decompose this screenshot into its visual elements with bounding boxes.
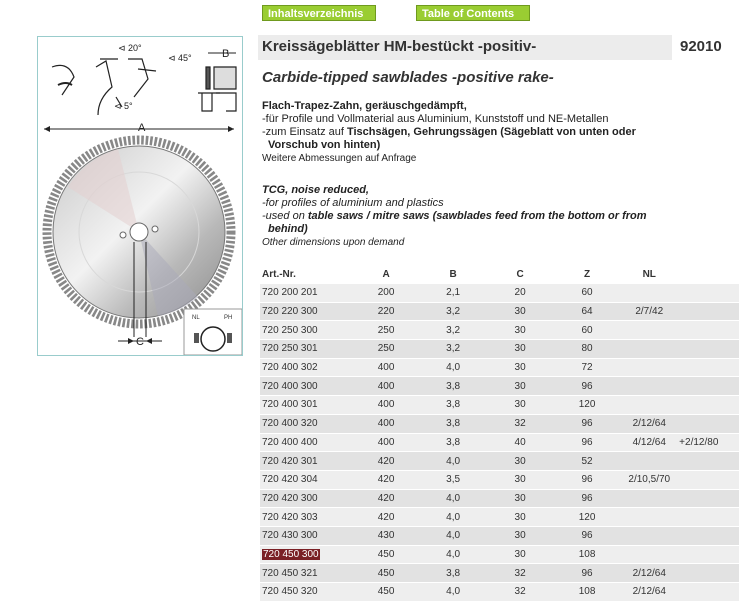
dim-b-label: B bbox=[222, 48, 230, 60]
table-row bbox=[260, 508, 739, 527]
desc-de-line4: Vorschub von hinten) bbox=[268, 139, 381, 151]
nl-label: NL bbox=[192, 315, 200, 321]
desc-de-line1: Flach-Trapez-Zahn, geräuschgedämpft, bbox=[262, 100, 467, 112]
desc-en-line1: TCG, noise reduced, bbox=[262, 184, 369, 196]
table-cell bbox=[679, 564, 739, 583]
table-row bbox=[260, 358, 739, 377]
table-cell: 4,0 bbox=[421, 508, 486, 527]
title-english: Carbide-tipped sawblades -positive rake- bbox=[262, 69, 554, 86]
table-cell: 3,5 bbox=[421, 470, 486, 489]
table-cell: 96 bbox=[555, 489, 620, 508]
table-cell: +2/12/80 bbox=[679, 433, 739, 452]
table-cell bbox=[679, 321, 739, 340]
table-cell: 720 250 300 bbox=[260, 321, 351, 340]
table-cell: 4,0 bbox=[421, 583, 486, 601]
table-cell: 2,1 bbox=[421, 284, 486, 303]
table-cell: 52 bbox=[555, 452, 620, 471]
angle-5-label: ⊲ 5° bbox=[114, 101, 133, 111]
table-cell: 120 bbox=[555, 508, 620, 527]
table-row bbox=[260, 583, 739, 601]
table-cell: 30 bbox=[485, 470, 554, 489]
table-cell: 30 bbox=[485, 508, 554, 527]
table-cell: 96 bbox=[555, 433, 620, 452]
table-row bbox=[260, 470, 739, 489]
table-cell: 4,0 bbox=[421, 526, 486, 545]
sawblade-disc bbox=[47, 140, 231, 337]
table-cell: 30 bbox=[485, 489, 554, 508]
inhaltsverzeichnis-link[interactable]: Inhaltsverzeichnis bbox=[262, 5, 376, 21]
table-of-contents-link[interactable]: Table of Contents bbox=[416, 5, 530, 21]
highlighted-article-number: 720 450 300 bbox=[263, 548, 319, 560]
table-cell: 30 bbox=[485, 302, 554, 321]
table-row bbox=[260, 433, 739, 452]
table-row bbox=[260, 564, 739, 583]
table-cell: 3,8 bbox=[421, 377, 486, 396]
product-group-code: 92010 bbox=[680, 38, 722, 55]
table-cell: 30 bbox=[485, 321, 554, 340]
col-c: C bbox=[485, 266, 554, 284]
table-cell: 60 bbox=[555, 321, 620, 340]
table-row bbox=[260, 452, 739, 471]
table-row bbox=[260, 396, 739, 415]
ph-label: PH bbox=[224, 315, 233, 321]
table-cell: 720 400 300 bbox=[260, 377, 351, 396]
table-cell bbox=[679, 470, 739, 489]
table-cell: 2/10,5/70 bbox=[619, 470, 679, 489]
table-cell bbox=[619, 321, 679, 340]
tooth-angle-diagram bbox=[52, 59, 236, 115]
table-cell: 720 400 302 bbox=[260, 358, 351, 377]
table-cell: 4/12/64 bbox=[619, 433, 679, 452]
table-cell: 32 bbox=[485, 564, 554, 583]
table-cell: 430 bbox=[351, 526, 421, 545]
table-cell: 4,0 bbox=[421, 452, 486, 471]
table-cell bbox=[679, 284, 739, 303]
bore-dimension bbox=[118, 336, 162, 348]
table-cell: 96 bbox=[555, 470, 620, 489]
table-cell: 420 bbox=[351, 489, 421, 508]
table-cell bbox=[679, 526, 739, 545]
table-cell: 30 bbox=[485, 340, 554, 359]
table-cell: 720 400 301 bbox=[260, 396, 351, 415]
col-extra bbox=[679, 266, 739, 284]
table-cell: 64 bbox=[555, 302, 620, 321]
table-cell: 2/7/42 bbox=[619, 302, 679, 321]
table-cell: 720 420 304 bbox=[260, 470, 351, 489]
table-row bbox=[260, 340, 739, 359]
table-cell bbox=[679, 340, 739, 359]
table-cell: 450 bbox=[351, 564, 421, 583]
col-art-nr: Art.-Nr. bbox=[260, 266, 351, 284]
table-cell bbox=[619, 508, 679, 527]
pinhole-inset bbox=[184, 309, 242, 355]
table-cell: 720 450 321 bbox=[260, 564, 351, 583]
table-cell bbox=[679, 396, 739, 415]
dim-c-label: C bbox=[136, 336, 144, 348]
table-cell: 96 bbox=[555, 414, 620, 433]
table-cell: 2/12/64 bbox=[619, 583, 679, 601]
col-z: Z bbox=[555, 266, 620, 284]
desc-de-line3: -zum Einsatz auf Tischsägen, Gehrungssägen (Sägeblatt von unten oder bbox=[262, 126, 636, 138]
title-german: Kreissägeblätter HM-bestückt -positiv- bbox=[262, 38, 537, 55]
table-cell bbox=[679, 545, 739, 564]
table-row bbox=[260, 526, 739, 545]
table-cell: 250 bbox=[351, 340, 421, 359]
col-b: B bbox=[421, 266, 486, 284]
table-cell: 30 bbox=[485, 358, 554, 377]
table-cell: 2/12/64 bbox=[619, 414, 679, 433]
table-cell: 720 220 300 bbox=[260, 302, 351, 321]
table-cell: 3,8 bbox=[421, 396, 486, 415]
table-cell: 200 bbox=[351, 284, 421, 303]
table-cell: 108 bbox=[555, 545, 620, 564]
table-cell: 720 200 201 bbox=[260, 284, 351, 303]
table-cell: 3,2 bbox=[421, 302, 486, 321]
table-cell: 3,8 bbox=[421, 433, 486, 452]
table-cell bbox=[260, 545, 351, 564]
table-cell bbox=[619, 489, 679, 508]
table-row bbox=[260, 321, 739, 340]
table-cell: 720 400 400 bbox=[260, 433, 351, 452]
table-cell: 3,2 bbox=[421, 321, 486, 340]
table-cell bbox=[619, 452, 679, 471]
table-cell bbox=[619, 545, 679, 564]
desc-de-line2: -für Profile und Vollmaterial aus Aluminium, Kunststoff und NE-Metallen bbox=[262, 113, 609, 125]
table-cell bbox=[679, 302, 739, 321]
table-cell bbox=[619, 396, 679, 415]
description-english bbox=[262, 184, 722, 249]
sawblade-illustration bbox=[38, 37, 243, 356]
table-cell bbox=[619, 284, 679, 303]
table-cell: 400 bbox=[351, 358, 421, 377]
table-cell: 4,0 bbox=[421, 358, 486, 377]
table-cell bbox=[619, 377, 679, 396]
table-cell: 3,8 bbox=[421, 414, 486, 433]
table-cell: 400 bbox=[351, 396, 421, 415]
table-header-row bbox=[260, 266, 739, 284]
table-cell: 420 bbox=[351, 470, 421, 489]
table-cell bbox=[619, 358, 679, 377]
table-cell bbox=[619, 526, 679, 545]
table-cell: 450 bbox=[351, 583, 421, 601]
table-cell: 96 bbox=[555, 564, 620, 583]
table-cell: 96 bbox=[555, 526, 620, 545]
table-cell: 72 bbox=[555, 358, 620, 377]
angle-45-label: ⊲ 45° bbox=[168, 53, 192, 63]
table-cell: 120 bbox=[555, 396, 620, 415]
sawblade-illustration-panel bbox=[37, 36, 243, 356]
table-cell: 4,0 bbox=[421, 489, 486, 508]
table-cell: 32 bbox=[485, 414, 554, 433]
table-cell bbox=[679, 452, 739, 471]
table-cell: 720 400 320 bbox=[260, 414, 351, 433]
table-cell: 96 bbox=[555, 377, 620, 396]
table-cell: 400 bbox=[351, 433, 421, 452]
table-cell: 2/12/64 bbox=[619, 564, 679, 583]
table-cell: 30 bbox=[485, 377, 554, 396]
table-cell: 40 bbox=[485, 433, 554, 452]
table-row bbox=[260, 377, 739, 396]
table-cell bbox=[679, 414, 739, 433]
desc-de-line5: Weitere Abmessungen auf Anfrage bbox=[262, 153, 417, 164]
table-cell: 60 bbox=[555, 284, 620, 303]
table-cell bbox=[619, 340, 679, 359]
table-row bbox=[260, 284, 739, 303]
table-cell: 30 bbox=[485, 396, 554, 415]
table-cell: 20 bbox=[485, 284, 554, 303]
table-cell: 3,8 bbox=[421, 564, 486, 583]
table-cell: 450 bbox=[351, 545, 421, 564]
dim-a-label: A bbox=[138, 122, 146, 134]
table-cell: 400 bbox=[351, 414, 421, 433]
angle-20-label: ⊲ 20° bbox=[118, 43, 142, 53]
table-cell bbox=[679, 583, 739, 601]
table-cell: 32 bbox=[485, 583, 554, 601]
desc-en-line4: behind) bbox=[268, 223, 308, 235]
table-cell: 108 bbox=[555, 583, 620, 601]
col-a: A bbox=[351, 266, 421, 284]
table-cell: 4,0 bbox=[421, 545, 486, 564]
article-table bbox=[260, 266, 739, 601]
table-cell bbox=[679, 508, 739, 527]
table-cell bbox=[679, 377, 739, 396]
desc-en-line2: -for profiles of aluminium and plastics bbox=[262, 197, 444, 209]
table-row bbox=[260, 414, 739, 433]
table-row bbox=[260, 302, 739, 321]
table-cell: 220 bbox=[351, 302, 421, 321]
table-cell bbox=[679, 358, 739, 377]
table-cell: 720 450 320 bbox=[260, 583, 351, 601]
table-cell: 420 bbox=[351, 508, 421, 527]
table-cell: 720 420 300 bbox=[260, 489, 351, 508]
table-cell: 3,2 bbox=[421, 340, 486, 359]
desc-en-line5: Other dimensions upon demand bbox=[262, 237, 405, 248]
table-cell: 400 bbox=[351, 377, 421, 396]
table-cell bbox=[679, 489, 739, 508]
table-cell: 720 250 301 bbox=[260, 340, 351, 359]
col-nl: NL bbox=[619, 266, 679, 284]
table-cell: 420 bbox=[351, 452, 421, 471]
table-cell: 30 bbox=[485, 545, 554, 564]
table-row bbox=[260, 545, 739, 564]
desc-en-line3: -used on table saws / mitre saws (sawblades feed from the bottom or from bbox=[262, 210, 647, 222]
description-german bbox=[262, 100, 722, 165]
table-cell: 80 bbox=[555, 340, 620, 359]
table-cell: 720 420 301 bbox=[260, 452, 351, 471]
table-cell: 30 bbox=[485, 526, 554, 545]
table-row bbox=[260, 489, 739, 508]
table-cell: 30 bbox=[485, 452, 554, 471]
table-cell: 720 430 300 bbox=[260, 526, 351, 545]
table-cell: 250 bbox=[351, 321, 421, 340]
table-cell: 720 420 303 bbox=[260, 508, 351, 527]
